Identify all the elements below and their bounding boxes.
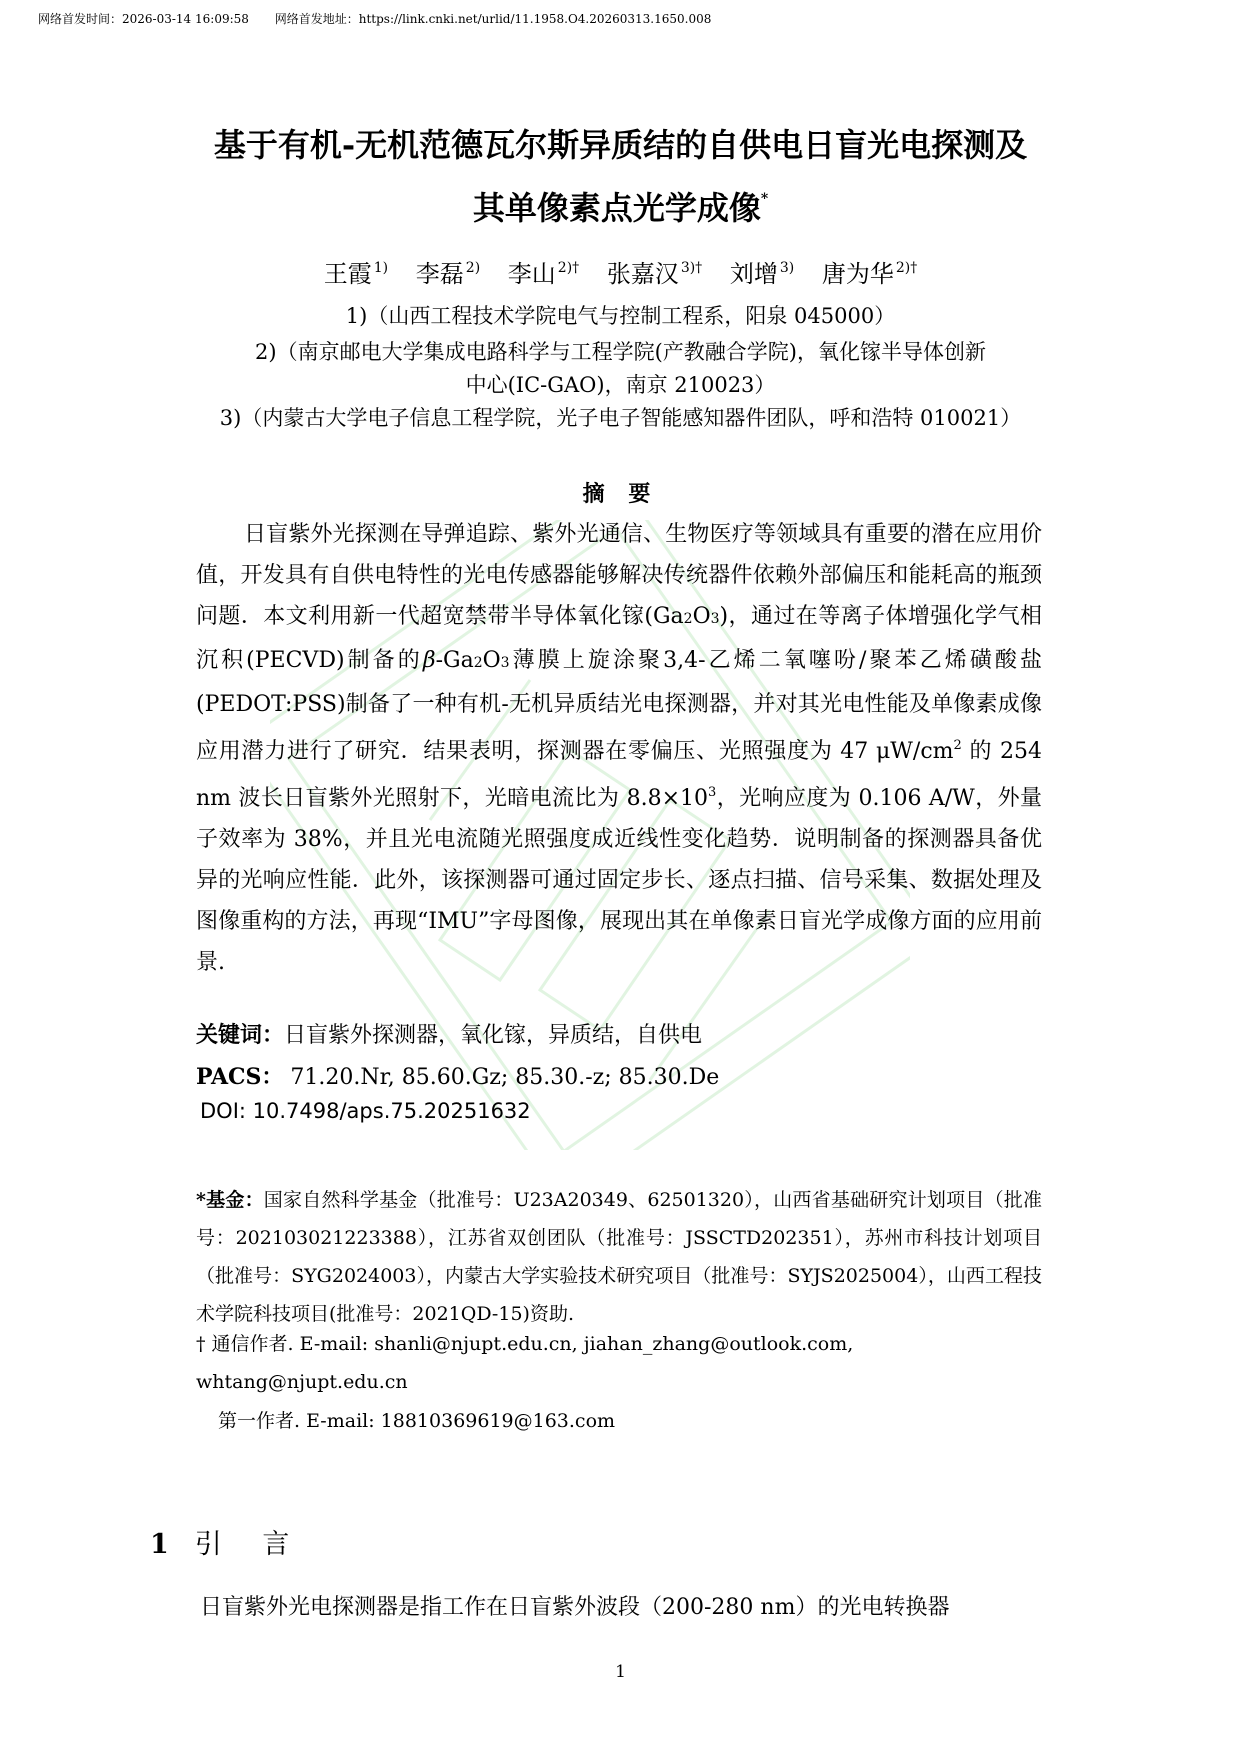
abstract-paragraph [196, 514, 1042, 983]
paper-title-line-1: 基于有机-无机范德瓦尔斯异质结的自供电日盲光电探测及 [213, 126, 1028, 164]
section-title: 引 言 [194, 1529, 306, 1560]
pacs-label: PACS： [196, 1064, 284, 1090]
keywords-label: 关键词： [196, 1022, 285, 1048]
doi[interactable]: DOI: 10.7498/aps.75.20251632 [200, 1099, 531, 1123]
abstract-body [196, 514, 1042, 983]
subscript: 3 [710, 611, 720, 627]
abstract-text: ，光响应度为 0.106 A/W，外量子效率为 38%，并且光电流随光照强度成近线性变化趋势．说明制备的探测器具备优异的光响应性能．此外，该探测器可通过固定步长、逐点扫描、信号采集、数据处理及图像重构的方法，再现“IMU”字母图像，展现出其在单像素日盲光学成像方面的应用前景. [196, 786, 1042, 975]
corresponding-line-1[interactable]: † 通信作者. E-mail: shanli@njupt.edu.cn, jiahan_zhang@outlook.com, [196, 1333, 854, 1355]
author-list [0, 254, 1241, 289]
abstract-text: )，通过在等离子体增强化学气相沉积(PECVD)制备的 [196, 604, 1042, 673]
intro-paragraph: 日盲紫外光电探测器是指工作在日盲紫外波段（200-280 nm）的光电转换器 [200, 1595, 950, 1620]
keywords-text: 日盲紫外探测器，氧化镓，异质结，自供电 [284, 1023, 703, 1048]
abstract-text: 薄膜上旋涂聚3,4-乙烯二氧噻吩/聚苯乙烯磺酸盐(PEDOT:PSS)制备了一种有机-无机异质结光电探测器，并对其光电性能及单像素成像应用潜力进行了研究．结果表明，探测器在零偏压、光照强度为 47 μW/cm [196, 648, 1042, 764]
author-name: 李山 [507, 260, 556, 288]
section-number: 1 [150, 1529, 169, 1560]
beta-symbol: β [422, 648, 436, 673]
author [508, 260, 579, 288]
author-affiliation-mark: 2)† [895, 260, 918, 276]
author-affiliation-mark: 3)† [680, 260, 703, 276]
pacs-codes [196, 1060, 719, 1091]
author-affiliation-mark: 3) [779, 260, 795, 276]
affiliation-2-line-2: 中心(IC-GAO)，南京 210023） [465, 373, 776, 397]
affiliation-2-line-1: 2)（南京邮电大学集成电路科学与工程学院(产教融合学院)，氧化镓半导体创新 [255, 340, 986, 364]
publish-url[interactable]: 网络首发地址：https://link.cnki.net/urlid/11.1958.O4.20260313.1650.008 [274, 12, 712, 26]
affiliation-1: 1)（山西工程技术学院电气与控制工程系，阳泉 045000） [345, 304, 896, 328]
abstract-heading: 摘 要 [582, 481, 659, 507]
author [324, 260, 388, 288]
abstract-text: 的 254 nm 波长日盲紫外光照射下，光暗电流比为 8.8×10 [196, 739, 1042, 811]
title-footnote-mark: * [760, 191, 769, 207]
author-name: 李磊 [415, 260, 464, 288]
paper-title-line-2 [0, 183, 1241, 229]
subscript: 2 [683, 611, 693, 627]
section-heading [150, 1522, 305, 1561]
author-name: 王霞 [323, 260, 372, 288]
superscript: 2 [953, 738, 962, 753]
funding-note [196, 1181, 1042, 1333]
author [822, 260, 917, 288]
superscript: 3 [708, 785, 717, 800]
paper-title-line-2-text: 其单像素点光学成像 [472, 189, 761, 227]
abstract-text: O [692, 604, 711, 629]
author-name: 张嘉汉 [606, 260, 679, 288]
author-affiliation-mark: 1) [373, 260, 389, 276]
author [730, 260, 794, 288]
author-name: 唐为华 [821, 260, 894, 288]
publish-time: 网络首发时间：2026-03-14 16:09:58 [38, 12, 249, 26]
author [607, 260, 702, 288]
subscript: 2 [473, 655, 483, 671]
author-affiliation-mark: 2) [465, 260, 481, 276]
affiliation-3: 3)（内蒙古大学电子信息工程学院，光子电子智能感知器件团队，呼和浩特 010021） [219, 406, 1022, 430]
funding-text: 国家自然科学基金（批准号：U23A20349、62501320），山西省基础研究计划项目（批准号：202103021223388），江苏省双创团队（批准号：JSSCTD202351），苏州市科技计划项目（批准号：SYG2024003），内蒙古大学实验技术研究项目（批准号：SYJS2025004），山西工程技术学院科技项目(批准号：2021QD-15)资助. [196, 1189, 1043, 1325]
abstract-text: O [482, 648, 501, 673]
publication-header [38, 10, 711, 27]
pacs-text: 71.20.Nr, 85.60.Gz; 85.30.-z; 85.30.De [283, 1065, 720, 1090]
keywords [196, 1018, 702, 1049]
corresponding-line-2[interactable]: whtang@njupt.edu.cn [196, 1371, 408, 1393]
author [416, 260, 480, 288]
page-number: 1 [615, 1662, 626, 1682]
subscript: 3 [500, 655, 510, 671]
author-name: 刘增 [729, 260, 778, 288]
abstract-text: -Ga [435, 648, 474, 673]
corresponding-author [196, 1325, 1042, 1401]
funding-label: *基金： [196, 1189, 264, 1211]
abstract-text: 日盲紫外光探测在导弹追踪、紫外光通信、生物医疗等领域具有重要的潜在应用价值，开发具有自供电特性的光电传感器能够解决传统器件依赖外部偏压和能耗高的瓶颈问题．本文利用新一代超宽禁带半导体氧化镓(Ga [196, 522, 1042, 629]
author-affiliation-mark: 2)† [557, 260, 580, 276]
first-author-email[interactable]: 第一作者. E-mail: 18810369619@163.com [218, 1410, 616, 1432]
